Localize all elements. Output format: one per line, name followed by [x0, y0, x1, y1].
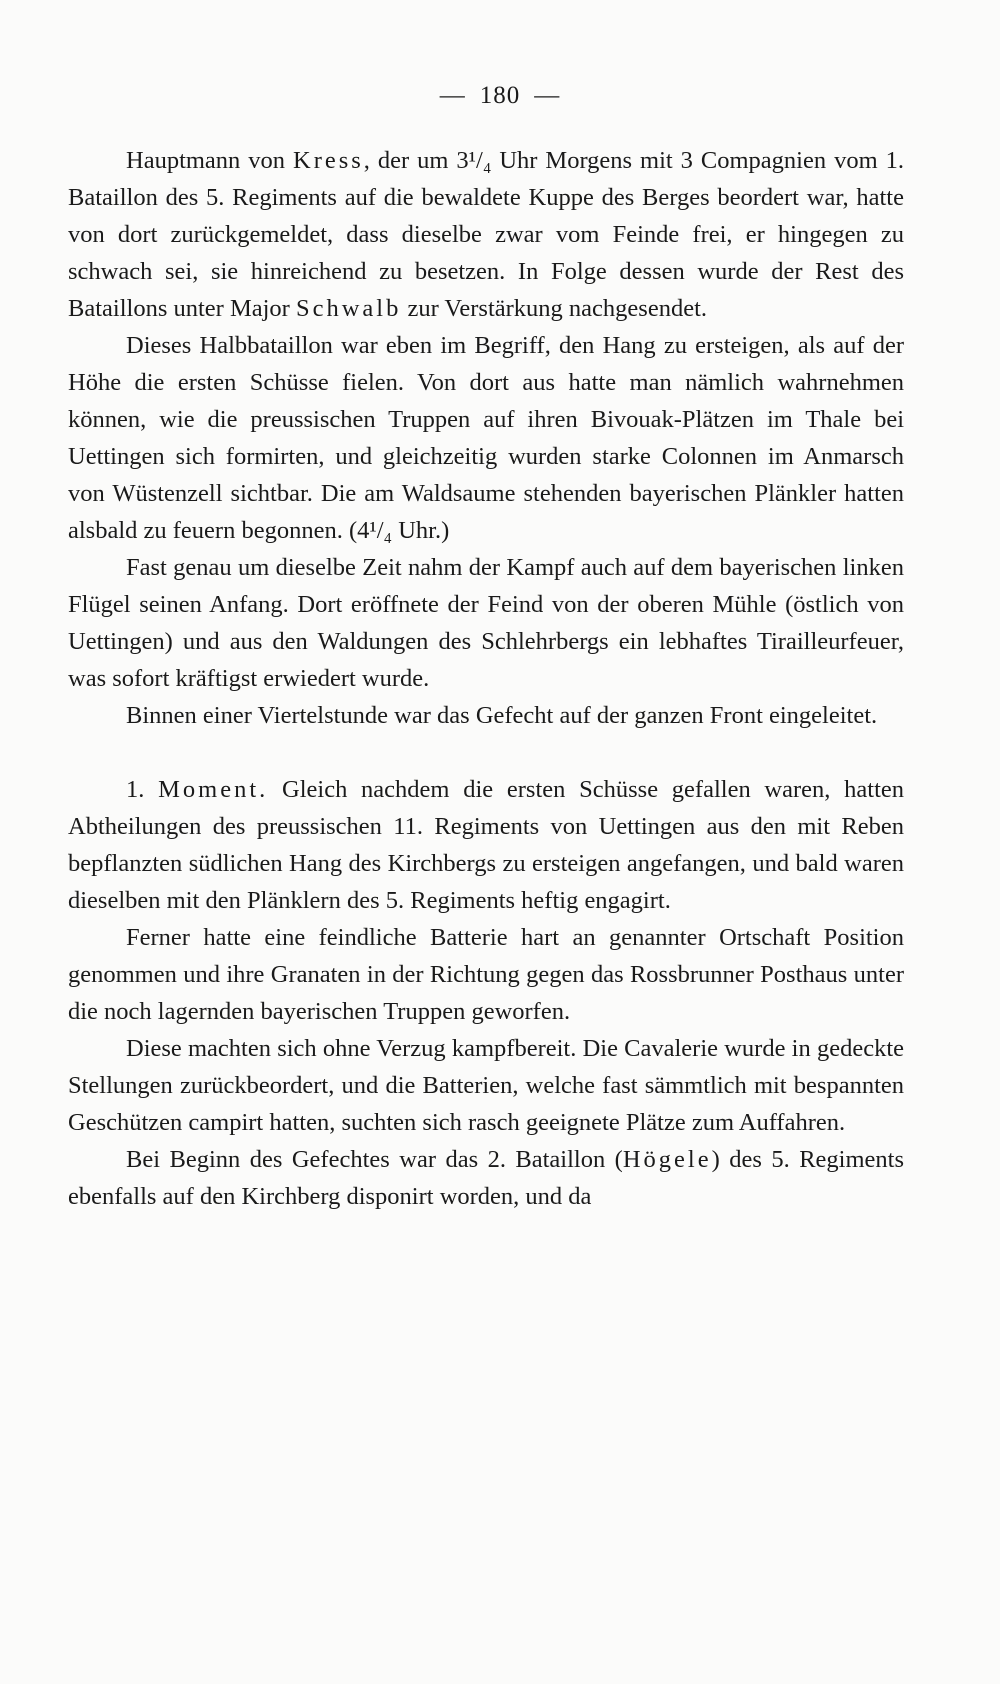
text-run: Diese machten sich ohne Verzug kampfbereit. Die Cavalerie wurde in gedeckte Stellungen zurückbeordert, und die Batterien, welche fast sämmtlich mit bespannten Geschützen campirt hatten, suchten sich rasch geeignete Plätze zum Auffahren. — [68, 1035, 904, 1136]
paragraph-p1 — [68, 142, 904, 327]
text-run: ) des 5. Regiments ebenfalls auf den Kirchberg disponirt worden, und da — [68, 1146, 904, 1210]
emphasized-name: Schwalb — [295, 295, 402, 322]
page-header — [0, 82, 1000, 110]
emphasized-name: Kress — [293, 147, 364, 174]
paragraph-p5 — [68, 771, 904, 919]
text-run: Binnen einer Viertelstunde war das Gefecht auf der ganzen Front eingeleitet. — [126, 702, 878, 729]
text-run: Gleich nachdem die ersten Schüsse gefallen waren, hatten Abtheilungen des preussischen 11. Regiments von Uettingen aus den mit Reben bepflanzten südlichen Hang des Kirchbergs zu ersteigen angefangen, und bald waren dieselben mit den Plänklern des 5. Regiments heftig engagirt. — [68, 776, 905, 914]
text-run: zur Verstärkung nachgesendet. — [401, 295, 708, 322]
text-run: Ferner hatte eine feindliche Batterie hart an genannter Ortschaft Position genommen und ihre Granaten in der Richtung gegen das Rossbrunner Posthaus unter die noch lagernden bayerischen Truppen geworfen. — [68, 924, 904, 1025]
text-run: Hauptmann von — [126, 147, 293, 174]
emphasized-name: Högele — [622, 1146, 712, 1173]
page-number: 180 — [479, 82, 521, 109]
paragraph-p7 — [68, 1030, 904, 1141]
text-run: 1. — [126, 776, 159, 803]
header-dash-right: — — [534, 82, 561, 109]
paragraph-p8 — [68, 1141, 904, 1215]
header-dash-left: — — [439, 82, 466, 109]
body-text — [68, 142, 904, 1215]
text-run: Bei Beginn des Gefechtes war das 2. Bataillon ( — [126, 1146, 623, 1173]
paragraph-p2 — [68, 327, 904, 549]
text-run: Fast genau um dieselbe Zeit nahm der Kampf auch auf dem bayerischen linken Flügel seinen Anfang. Dort eröffnete der Feind von der oberen Mühle (östlich von Uettingen) und aus den Waldungen des Schlehrbergs ein lebhaftes Tirailleurfeuer, was sofort kräftigst erwiedert wurde. — [68, 554, 904, 692]
emphasized-name: Moment. — [158, 776, 269, 803]
paragraph-p3 — [68, 549, 904, 697]
paragraph-p4 — [68, 697, 904, 734]
text-run: , der um 3¹/₄ Uhr Morgens mit 3 Compagnien vom 1. Bataillon des 5. Regiments auf die bewaldete Kuppe des Berges beordert war, hatte von dort zurückgemeldet, dass dieselbe zwar vom Feinde frei, er hingegen zu schwach sei, sie hinreichend zu besetzen. In Folge dessen wurde der Rest des Bataillons unter Major — [68, 147, 904, 322]
text-run: Dieses Halbbataillon war eben im Begriff, den Hang zu ersteigen, als auf der Höhe die ersten Schüsse fielen. Von dort aus hatte man nämlich wahrnehmen können, wie die preussischen Truppen auf ihren Bivouak-Plätzen im Thale bei Uettingen sich formirten, und gleichzeitig wurden starke Colonnen im Anmarsch von Wüstenzell sichtbar. Die am Waldsaume stehenden bayerischen Plänkler hatten alsbald zu feuern begonnen. (4¹/₄ Uhr.) — [68, 332, 904, 544]
paragraph-p6 — [68, 919, 904, 1030]
